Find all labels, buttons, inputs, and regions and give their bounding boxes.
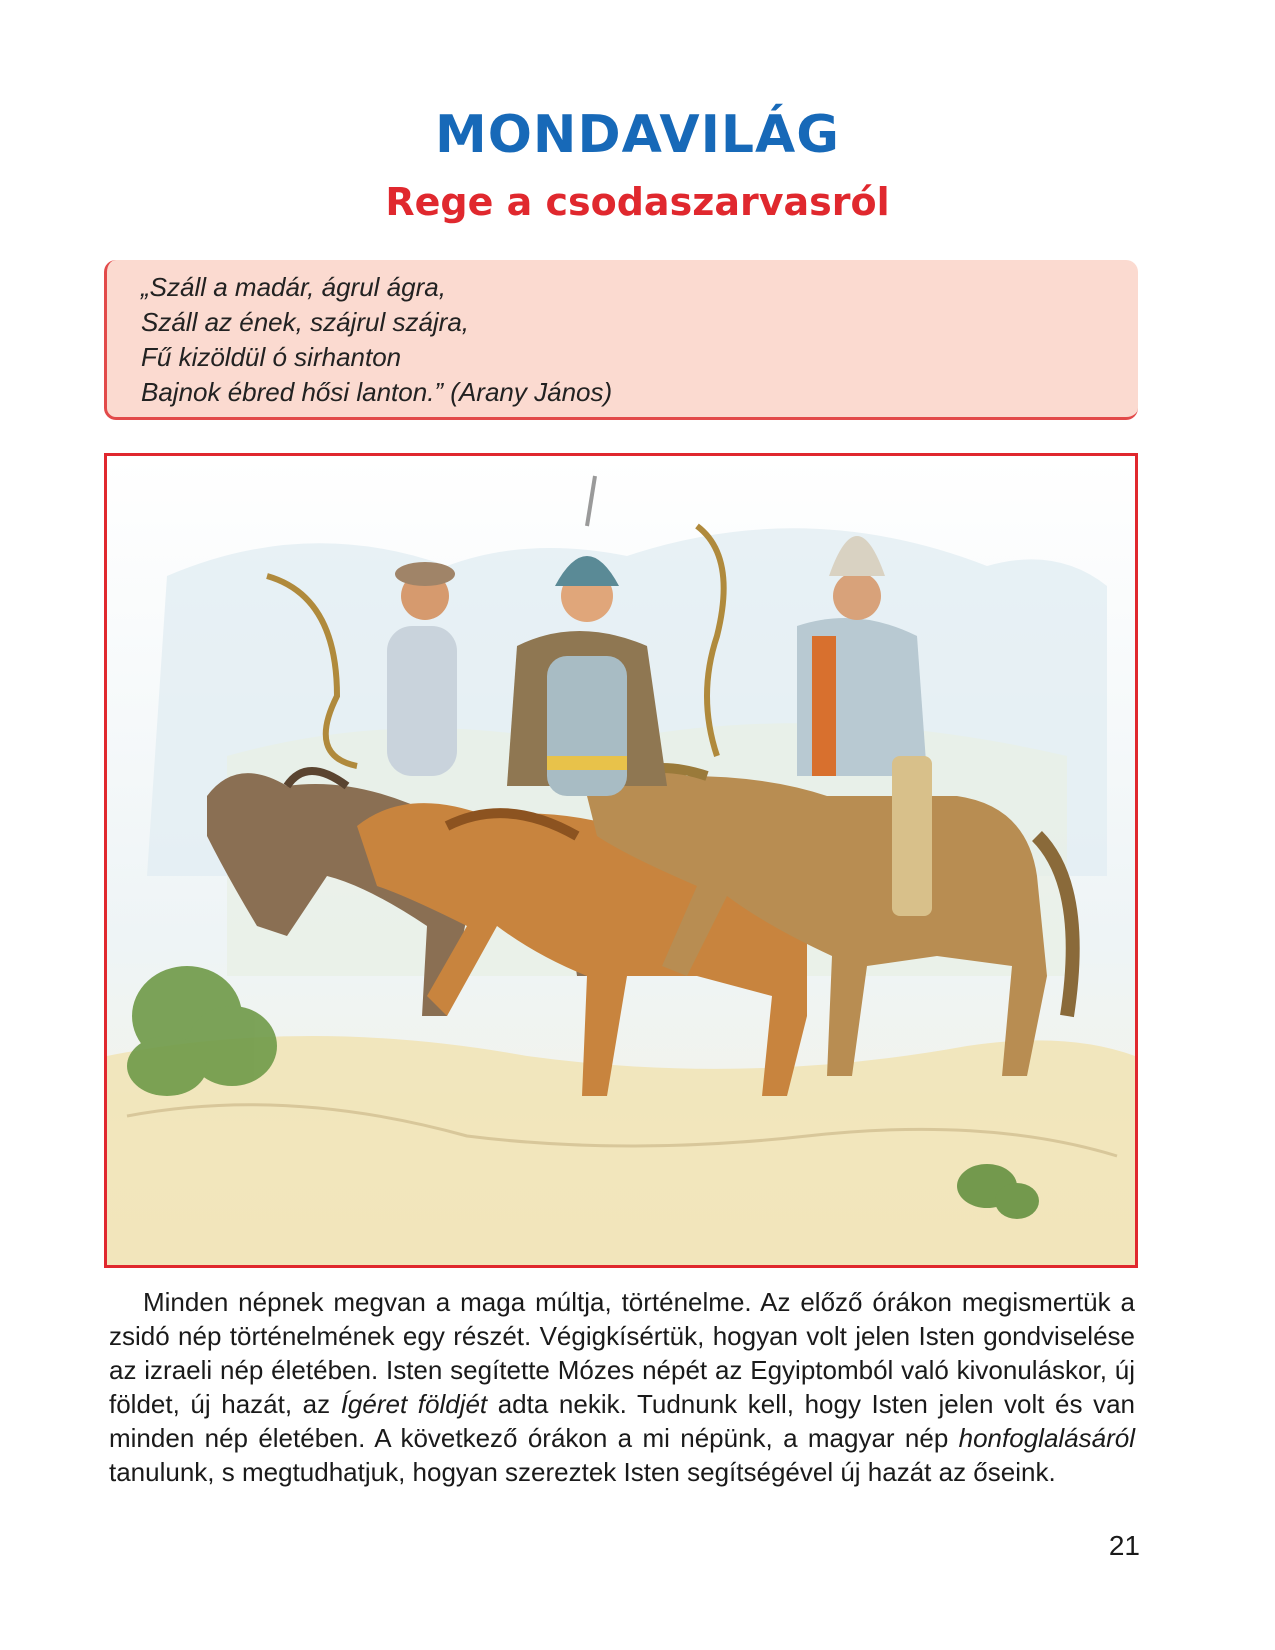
illustration-frame (104, 453, 1138, 1268)
page-title: MONDAVILÁG (434, 105, 840, 165)
body-text-segment: tanulunk, s megtudhatjuk, hogyan szereztek Isten segítségével új hazát az őseink. (109, 1457, 1056, 1487)
body-text-segment: adta nekik. Tudnunk kell, hogy Isten jelen volt és van minden nép életében. A következő órákon a mi népünk, a magyar nép (109, 1389, 1135, 1453)
poem-quote-box (104, 260, 1138, 420)
body-paragraph (109, 1285, 1135, 1489)
quote-line: Száll az ének, szájrul szájra, (141, 307, 470, 337)
emphasized-phrase: honfoglalásáról (958, 1423, 1135, 1453)
quote-line: Bajnok ébred hősi lanton.” (Arany János) (141, 377, 613, 407)
page-number: 21 (1108, 1530, 1140, 1561)
emphasized-phrase: Ígéret földjét (340, 1389, 488, 1419)
horse-archers-illustration (107, 456, 1135, 1265)
quote-line: Fű kizöldül ó sirhanton (141, 342, 402, 372)
body-text-segment: Minden népnek megvan a maga múltja, történelme. Az előző órákon megismertük a zsidó nép történelmének egy részét. Végigkísértük, hogyan volt jelen Isten gondviselése az izraeli nép életében. Isten segítette Mózes népét az Egyiptomból való kivonuláskor, új földet, új hazát, az (109, 1287, 1135, 1419)
quote-line: „Száll a madár, ágrul ágra, (141, 272, 446, 302)
page-subtitle: Rege a csodaszarvasról (385, 180, 890, 224)
